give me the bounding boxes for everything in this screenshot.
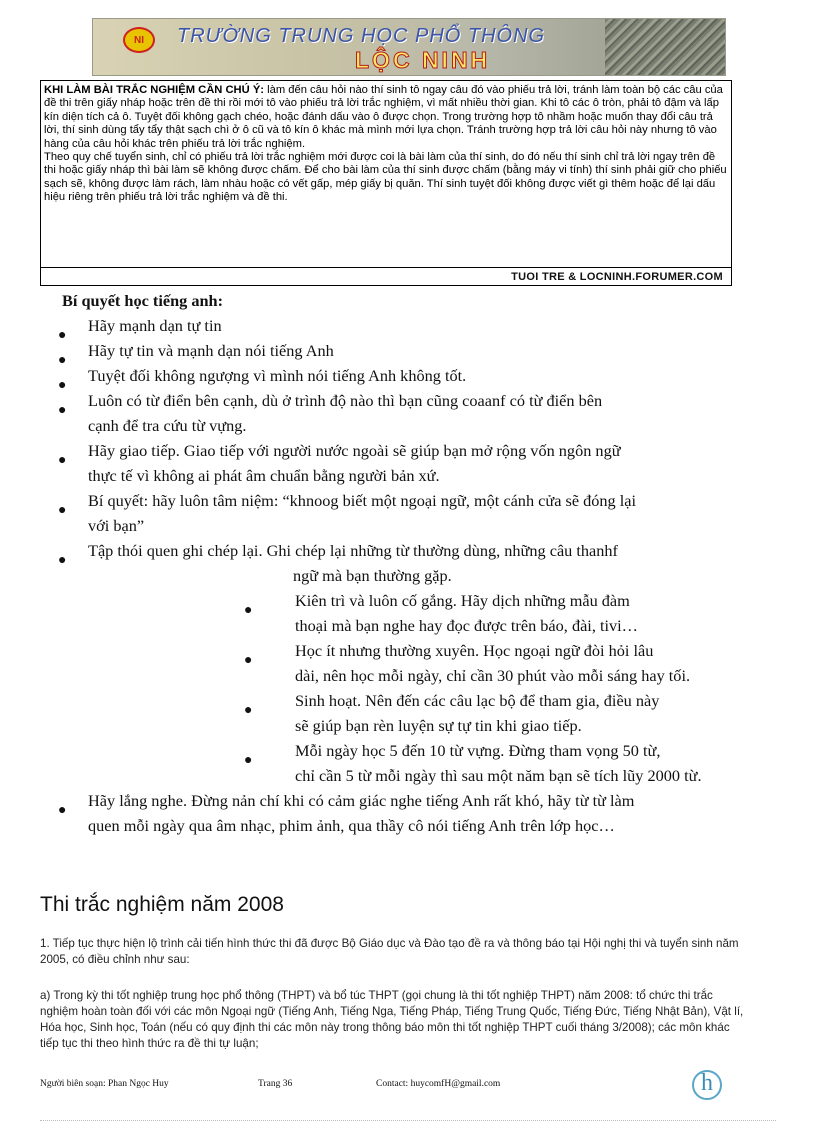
- bullet-icon: ●: [58, 803, 67, 818]
- school-logo-icon: NI: [123, 27, 155, 53]
- tip-item: Tập thói quen ghi chép lại. Ghi chép lại những từ thường dùng, những câu thanhf ngữ mà bạn thường gặp.: [88, 541, 618, 585]
- tips-title: Bí quyết học tiếng anh:: [62, 291, 224, 310]
- tip-item: Hãy mạnh dạn tự tin: [88, 316, 222, 335]
- bullet-icon: ●: [58, 328, 67, 343]
- footer-page-number: Trang 36: [258, 1079, 293, 1089]
- tip-item: Hãy tự tin và mạnh dạn nói tiếng Anh: [88, 341, 334, 360]
- notice-para-1: KHI LÀM BÀI TRẮC NGHIỆM CẦN CHÚ Ý: làm đến câu hỏi nào thí sinh tô ngay câu đó vào phiếu trả lời, tránh làm toàn bộ các câu của đề thi trên giấy nháp hoặc trên đề thi rồi mới tô vào phiếu trả lời trắc nghiệm, vì mất nhiều thời gian. Khi tô các ô tròn, phải tô đậm và lấp kín diện tích cả ô. Tuyệt đối không gạch chéo, hoặc đánh dấu vào ô được chọn. Trong trường hợp tô nhầm hoặc muốn thay đổi câu trả lời, thí sinh dùng tẩy tẩy thật sạch chì ở ô cũ và tô kín ô khác mà mình mới lựa chọn. Tránh trường hợp trả lời câu hỏi này nhưng tô vào hàng của câu hỏi khác trên phiếu trả lời trắc nghiệm.: [44, 84, 723, 150]
- tip-item: Kiên trì và luôn cố gắng. Hãy dịch những mẫu đàm thoại mà bạn nghe hay đọc được trên báo, đài, tivi…: [295, 591, 638, 635]
- footer-dotted-line: [40, 1120, 776, 1121]
- bullet-icon: ●: [58, 403, 67, 418]
- tip-item: Bí quyết: hãy luôn tâm niệm: “khnoog biết một ngoại ngữ, một cánh cửa sẽ đóng lại với bạn”: [88, 491, 637, 535]
- footer-logo-icon: h: [692, 1070, 722, 1100]
- tip-item: Hãy giao tiếp. Giao tiếp với người nước ngoài sẽ giúp bạn mở rộng vốn ngôn ngữ thực tế vì không ai phát âm chuẩn bằng người bản xứ.: [88, 441, 621, 485]
- tip-item: Tuyệt đối không ngượng vì mình nói tiếng Anh không tốt.: [88, 366, 467, 385]
- footer-author: Người biên soạn: Phan Ngọc Huy: [40, 1079, 169, 1089]
- notice-source: TUOI TRE & LOCNINH.FORUMER.COM: [511, 271, 723, 283]
- tip-item: Học ít nhưng thường xuyên. Học ngoại ngữ đòi hỏi lâu dài, nên học mỗi ngày, chỉ cần 30 phút vào mỗi sáng hay tối.: [295, 641, 691, 685]
- bullet-icon: ●: [58, 453, 67, 468]
- tip-item: Hãy lắng nghe. Đừng nản chí khi có cảm giác nghe tiếng Anh rất khó, hãy từ từ làm quen mỗi ngày qua âm nhạc, phim ảnh, qua thầy cô nói tiếng Anh trên lớp học…: [88, 791, 635, 835]
- footer-contact: Contact: huycomfH@gmail.com: [376, 1079, 501, 1089]
- notice-divider: [41, 267, 731, 268]
- tip-item: Sinh hoạt. Nên đến các câu lạc bộ để tham gia, điều này sẽ giúp bạn rèn luyện sự tự tin khi giao tiếp.: [295, 691, 660, 735]
- banner-school-name: LỘC NINH: [355, 47, 491, 73]
- notice-heading: KHI LÀM BÀI TRẮC NGHIỆM CẦN CHÚ Ý:: [44, 84, 265, 96]
- bullet-icon: ●: [244, 603, 253, 618]
- banner-photo: [605, 19, 725, 75]
- tip-item: Mỗi ngày học 5 đến 10 từ vựng. Đừng tham vọng 50 từ, chỉ cần 5 từ mỗi ngày thì sau một năm bạn sẽ tích lũy 2000 từ.: [295, 741, 702, 785]
- section-paragraph-2: a) Trong kỳ thi tốt nghiệp trung học phổ thông (THPT) và bổ túc THPT (gọi chung là thi tốt nghiệp THPT) năm 2008: tổ chức thi trắc nghiệm hoàn toàn đối với các môn Ngoại ngữ (Tiếng Anh, Tiếng Nga, Tiếng Pháp, Tiếng Trung Quốc, Tiếng Đức, Tiếng Nhật Bản), Vật lí, Hóa học, Sinh học, Toán (nếu có quy định thi các môn này trong thông báo môn thi tốt nghiệp THPT cuối tháng 3/2008); các môn khác tiếp tục thi theo hình thức ra đề thi tự luận;: [40, 989, 744, 1050]
- header-banner: [92, 18, 726, 76]
- section-paragraph-1: 1. Tiếp tục thực hiện lộ trình cải tiến hình thức thi đã được Bộ Giáo dục và Đào tạo đề ra và thông báo tại Hội nghị thi và tuyển sinh năm 2005, có điều chỉnh như sau:: [40, 937, 739, 966]
- notice-para-2: Theo quy chế tuyển sinh, chỉ có phiếu trả lời trắc nghiệm mới được coi là bài làm của thí sinh, do đó nếu thí sinh chỉ trả lời ngay trên đề thi hoặc giấy nháp thì bài làm sẽ không được chấm. Để cho bài làm của thí sinh được chấm (bằng máy vi tính) thí sinh phải giữ cho phiếu sạch sẽ, không được làm rách, làm nhàu hoặc có vết gấp, mép giấy bị quăn. Thí sinh tuyệt đối không được viết gì thêm hoặc để lại dấu hiệu riêng trên phiếu trả lời trắc nghiệm và đề thi.: [44, 151, 727, 204]
- bullet-icon: ●: [58, 553, 67, 568]
- bullet-icon: ●: [58, 378, 67, 393]
- exam-notice-box: [40, 80, 732, 286]
- bullet-icon: ●: [58, 503, 67, 518]
- bullet-icon: ●: [244, 653, 253, 668]
- bullet-icon: ●: [244, 753, 253, 768]
- bullet-icon: ●: [58, 353, 67, 368]
- bullet-icon: ●: [244, 703, 253, 718]
- tip-item: Luôn có từ điển bên cạnh, dù ở trình độ nào thì bạn cũng coaanf có từ điển bên cạnh để tra cứu từ vựng.: [88, 391, 603, 435]
- banner-school-type: TRƯỜNG TRUNG HỌC PHỔ THÔNG: [177, 25, 546, 47]
- section-title: Thi trắc nghiệm năm 2008: [40, 893, 284, 916]
